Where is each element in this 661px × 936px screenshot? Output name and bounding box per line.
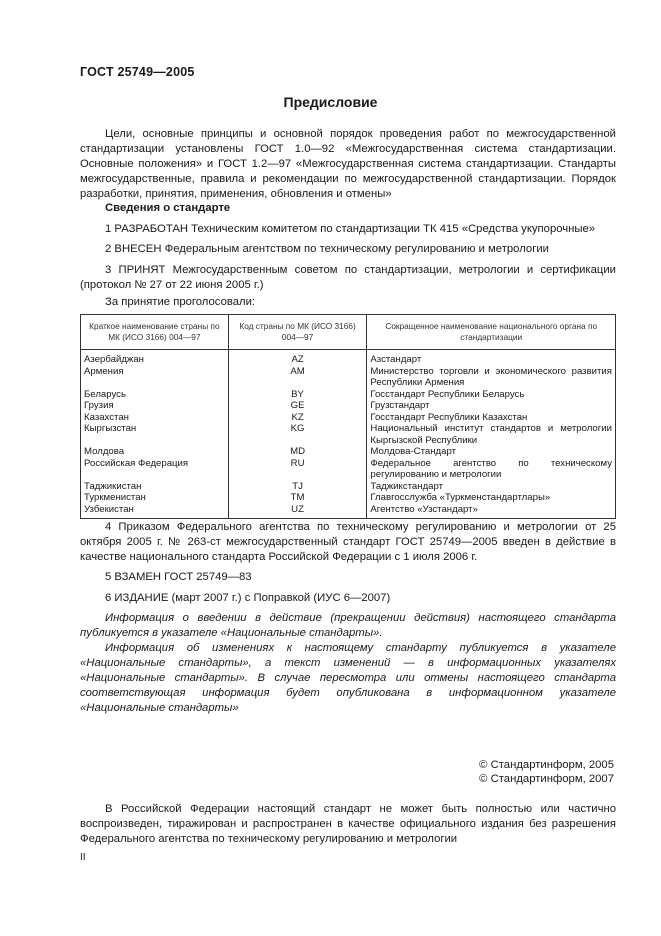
code-cell: AZ (228, 350, 367, 366)
code-cell: KG (228, 423, 367, 446)
header-code: Код страны по МК (ИСО 3166) 004—97 (228, 315, 367, 350)
page-title: Предисловие (283, 94, 378, 110)
table-row (81, 492, 616, 504)
table-row (81, 389, 616, 401)
table-row (81, 481, 616, 493)
country-cell: Российская Федерация (81, 458, 229, 481)
country-cell: Туркменистан (81, 492, 229, 504)
org-cell: Агентство «Узстандарт» (367, 504, 616, 519)
header-country: Краткое наименование страны по МК (ИСО 3166) 004—97 (81, 315, 229, 350)
country-cell: Армения (81, 366, 229, 389)
item-3-adopted: 3 ПРИНЯТ Межгосударственным советом по стандартизации, метрологии и сертификации (протокол № 27 от 22 июня 2005 г.) (80, 264, 616, 291)
table-row (81, 350, 616, 366)
legal-notice: В Российской Федерации настоящий стандарт не может быть полностью или частично воспроизведен, тиражирован и распространен в качестве официального издания без разрешения Федерального агентства по техническому регулированию и метрологии (80, 803, 616, 845)
country-cell: Грузия (81, 400, 229, 412)
table-header-row (81, 315, 616, 350)
country-cell: Узбекистан (81, 504, 229, 519)
org-cell: Национальный институт стандартов и метрологии Кыргызской Республики (367, 423, 616, 446)
code-cell: BY (228, 389, 367, 401)
item-5-replaces: 5 ВЗАМЕН ГОСТ 25749—83 (105, 571, 252, 583)
code-cell: KZ (228, 412, 367, 424)
org-cell: Молдова-Стандарт (367, 446, 616, 458)
country-cell: Таджикистан (81, 481, 229, 493)
intro-paragraph: Цели, основные принципы и основной порядок проведения работ по межгосударственной стандартизации установлены ГОСТ 1.0—92 «Межгосударственная система стандартизации. Основные положения» и ГОСТ 1.2—97 «Межгосударственная система стандартизации. Стандарты межгосударственные, правила и рекомендации по межгосударственной стандартизации. Порядок разработки, принятия, применения, обновления и отмены» (80, 128, 616, 200)
page-number: II (80, 852, 86, 863)
org-cell: Главгосслужба «Туркменстандартлары» (367, 492, 616, 504)
code-cell: MD (228, 446, 367, 458)
code-cell: RU (228, 458, 367, 481)
org-cell: Федеральное агентство по техническому регулированию и метрологии (367, 458, 616, 481)
code-cell: TM (228, 492, 367, 504)
table-row (81, 423, 616, 446)
notice-changes: Информация об изменениях к настоящему стандарту публикуется в указателе «Национальные стандарты», а текст изменений — в информационных указателях «Национальные стандарты». В случае пересмотра или отмены настоящего стандарта соответствующая информация будет опубликована в информационном указателе «Национальные стандарты» (80, 642, 616, 714)
org-cell: Министерство торговли и экономического развития Республики Армения (367, 366, 616, 389)
document-id: ГОСТ 25749—2005 (80, 65, 195, 79)
table-row (81, 366, 616, 389)
org-cell: Таджикстандарт (367, 481, 616, 493)
code-cell: AM (228, 366, 367, 389)
table-row (81, 400, 616, 412)
country-cell: Беларусь (81, 389, 229, 401)
item-2-introduced: 2 ВНЕСЕН Федеральным агентством по техническому регулированию и метрологии (105, 243, 549, 255)
table-row (81, 412, 616, 424)
vote-label: За принятие проголосовали: (105, 296, 256, 308)
country-cell: Азербайджан (81, 350, 229, 366)
table-row (81, 446, 616, 458)
table-row (81, 458, 616, 481)
org-cell: Азстандарт (367, 350, 616, 366)
org-cell: Госстандарт Республики Казахстан (367, 412, 616, 424)
code-cell: GE (228, 400, 367, 412)
item-4-enacted: 4 Приказом Федерального агентства по техническому регулированию и метрологии от 25 октября 2005 г. № 263-ст межгосударственный стандарт ГОСТ 25749—2005 введен в действие в качестве национального стандарта Российской Федерации с 1 июля 2006 г. (80, 521, 616, 563)
copyright-2005: © Стандартинформ, 2005 (479, 759, 614, 771)
notice-enactment: Информация о введении в действие (прекращении действия) настоящего стандарта публикуется в указателе «Национальные стандарты». (80, 612, 616, 639)
code-cell: UZ (228, 504, 367, 519)
country-cell: Кыргызстан (81, 423, 229, 446)
country-cell: Казахстан (81, 412, 229, 424)
country-cell: Молдова (81, 446, 229, 458)
code-cell: TJ (228, 481, 367, 493)
org-cell: Госстандарт Республики Беларусь (367, 389, 616, 401)
item-6-edition: 6 ИЗДАНИЕ (март 2007 г.) с Поправкой (ИУС 6—2007) (105, 592, 391, 604)
org-cell: Грузстандарт (367, 400, 616, 412)
copyright-2007: © Стандартинформ, 2007 (479, 773, 614, 785)
section-heading: Сведения о стандарте (105, 202, 231, 214)
voting-states-table (80, 314, 616, 519)
header-org: Сокращенное наименование национального органа по стандартизации (367, 315, 616, 350)
item-1-developed: 1 РАЗРАБОТАН Техническим комитетом по стандартизации ТК 415 «Средства укупорочные» (105, 223, 596, 235)
table-row (81, 504, 616, 519)
